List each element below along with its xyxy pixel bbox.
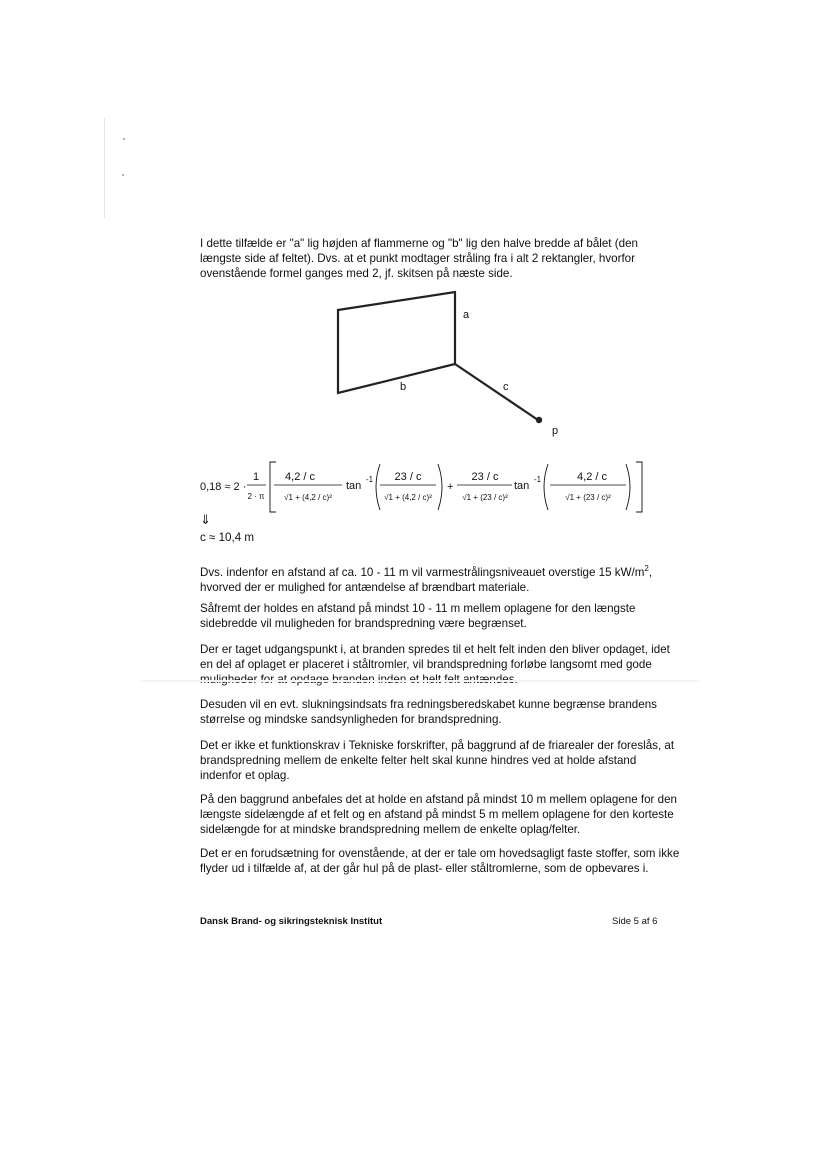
eq-numerator-1: 4,2 / c — [285, 471, 315, 483]
eq-numerator-2: 23 / c — [394, 471, 422, 483]
scan-edge-line — [104, 118, 105, 218]
implies-arrow: ⇓ — [200, 512, 211, 527]
eq-denominator-4: √1 + (23 / c)² — [565, 493, 611, 502]
eq-two-pi: 2 · π — [247, 492, 265, 501]
label-b: b — [400, 381, 407, 393]
scan-speck — [123, 138, 125, 140]
scan-artifact — [140, 680, 700, 682]
eq-one: 1 — [252, 471, 260, 483]
radiation-equation — [200, 458, 660, 518]
paragraph-distance-post: , hvorved der er mulighed for antændelse af brændbart materiale. — [200, 565, 653, 594]
eq-denominator-1: √1 + (4,2 / c)² — [284, 493, 332, 502]
right-bracket — [636, 462, 642, 512]
result-c: c ≈ 10,4 m — [200, 531, 255, 544]
paragraph-distance — [200, 561, 680, 595]
left-bracket — [270, 462, 276, 512]
radiation-sketch — [320, 288, 580, 438]
paragraph-assumption: Der er taget udgangspunkt i, at branden spredes til et helt felt inden den bliver opdaget, idet en del af oplaget er placeret i ståltromler, vil brandspredning forløbe langsomt med gode — [200, 643, 670, 671]
paragraph-requirements: Det er ikke et funktionskrav i Tekniske forskrifter, på baggrund af de friarealer der foreslås, at brandspredning mellem de enkelte felter helt skal kunne hindres ved at holde afstand indenfor et oplag. — [200, 739, 675, 782]
paragraph-distance-pre: Dvs. indenfor en afstand af ca. 10 - 11 m vil varmestrålingsniveauet overstige 15 kW/m — [200, 565, 645, 579]
eq-inverse-2: -1 — [534, 475, 542, 484]
eq-denominator-2: √1 + (4,2 / c)² — [384, 493, 432, 502]
flame-rectangle — [338, 292, 455, 393]
point-p — [536, 417, 542, 423]
label-a: a — [463, 309, 470, 321]
paragraph-recommendation: På den baggrund anbefales det at holde en afstand på mindst 10 m mellem oplagene for den længste sidelængde af et felt og en afstand på mindst 5 m mellem oplagene for den korteste sidelængde for at mindske brandspredning mellem de enkelte oplag/felter. — [200, 793, 677, 836]
paragraph-spacing: Såfremt der holdes en afstand på mindst 10 - 11 m mellem oplagene for den længste sidebredde vil muligheden for brandspredning være begrænset. — [200, 602, 636, 630]
paragraph-intro: I dette tilfælde er "a" lig højden af flammerne og "b" lig den halve bredde af bålet (den længste side af feltet). Dvs. at et punkt modtager stråling fra i alt 2 rektangler, hvorfor ovenstående formel ganges med 2, jf. skitsen på næste side. — [200, 237, 638, 280]
eq-numerator-4: 4,2 / c — [577, 471, 607, 483]
paragraph-extinguishing: Desuden vil en evt. slukningsindsats fra redningsberedskabet kunne begrænse brandens størrelse og mindske sandsynligheden for brandspredning. — [200, 698, 657, 726]
eq-lhs: 0,18 ≈ 2 · — [200, 481, 247, 493]
paragraph-prerequisite: Det er en forudsætning for ovenstående, at der er tale om hovedsagligt faste stoffer, som ikke flyder ud i tilfælde af, at der går hul på de plast- eller ståltromlerne, som de opbevares i. — [200, 847, 680, 875]
unit-superscript: 2 — [644, 564, 649, 573]
footer-page-number: Side 5 af 6 — [612, 916, 658, 927]
eq-tan-2: tan — [514, 480, 530, 492]
distance-line-c — [455, 364, 538, 420]
eq-denominator-3: √1 + (23 / c)² — [462, 493, 508, 502]
label-p: p — [552, 425, 559, 437]
eq-plus: + — [447, 481, 454, 493]
eq-numerator-3: 23 / c — [471, 471, 499, 483]
footer-institute: Dansk Brand- og sikringsteknisk Institut — [200, 916, 383, 927]
eq-tan-1: tan — [346, 480, 362, 492]
eq-inverse-1: -1 — [366, 475, 374, 484]
scan-speck — [122, 174, 124, 176]
label-c: c — [503, 381, 509, 393]
